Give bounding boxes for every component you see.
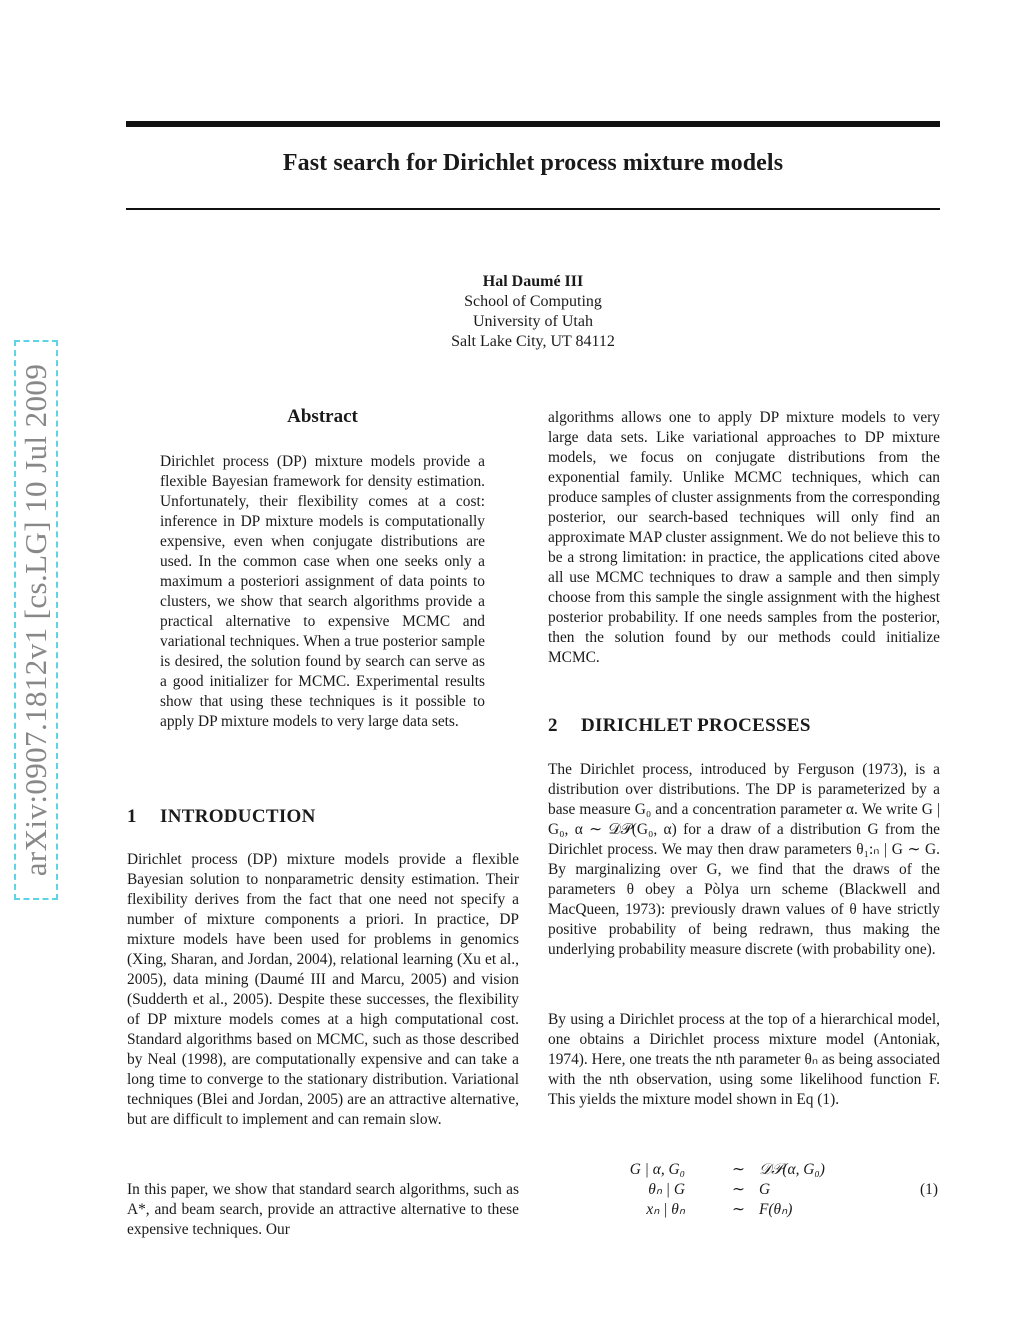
abstract-text: Dirichlet process (DP) mixture models provide a flexible Bayesian framework for density estimation. Unfortunately, their flexibility comes at a cost: inference in DP mixture models is computationally expensive, even when conjugate distributions are used. In the common case when one seeks only a maximum a posteriori assignment of data points to clusters, we show that search algorithms provide a practical alternative to expensive MCMC and variational techniques. When a true posterior sample is desired, the solution found by search can serve as a good initializer for MCMC. Experimental results show that using these techniques is it possible to apply DP mixture models to very large data sets. bbox=[160, 453, 485, 730]
section-number: 2 bbox=[548, 715, 558, 736]
section-heading-dirichlet-processes bbox=[548, 715, 811, 737]
affiliation-line: Salt Lake City, UT 84112 bbox=[451, 333, 615, 350]
equation-row: xₙ | θₙ ∼ F(θₙ) bbox=[646, 1201, 793, 1218]
section-heading-introduction bbox=[127, 806, 316, 828]
title-top-rule bbox=[126, 121, 940, 127]
equation-row: G | α, G₀ ∼ 𝒟𝒫(α, G₀) bbox=[629, 1161, 825, 1178]
equation-row: θₙ | G ∼ G bbox=[648, 1181, 771, 1198]
intro-paragraph: In this paper, we show that standard search algorithms, such as A*, and beam search, provide an attractive alternative to these expensive techniques. Our bbox=[127, 1181, 519, 1238]
equation-number: (1) bbox=[920, 1181, 938, 1198]
section-title: DIRICHLET PROCESSES bbox=[581, 715, 811, 736]
section-title: INTRODUCTION bbox=[160, 806, 316, 827]
arxiv-stamp[interactable]: arXiv:0907.1812v1 [cs.LG] 10 Jul 2009 bbox=[14, 340, 58, 900]
intro-paragraph: Dirichlet process (DP) mixture models provide a flexible Bayesian solution to nonparametric density estimation. Their flexibility derives from the fact that one need not specify a number of mixture components a priori. In practice, DP mixture models have been used for problems in genomics (Xing, Sharan, and Jordan, 2004), relational learning (Xu et al., 2005), data mining (Daumé III and Marcu, 2005) and vision (Sudderth et al., 2005). Despite these successes, the flexibility of DP mixture models comes at a high computational cost. Standard algorithms based on MCMC, such as those described by Neal (1998), are computationally expensive and can take a long time to converge to the stationary distribution. Variational techniques (Blei and Jordan, 2005) are an attractive alternative, but are difficult to implement and can remain slow. bbox=[127, 851, 519, 1128]
section-number: 1 bbox=[127, 806, 137, 827]
intro-continuation: algorithms allows one to apply DP mixture models to very large data sets. Like variational approaches to DP mixture models, we focus on conjugate distributions from the exponential family. Unlike MCMC techniques, which can produce samples of cluster assignments from the corresponding posterior, our search-based techniques will only find an approximate MAP cluster assignment. We do not believe this to be a strong limitation: in practice, the applications cited above all use MCMC techniques to draw a sample and then simply choose from this sample the single assignment with the highest posterior probability. If one needs samples from the posterior, then the solution found by our methods could initialize MCMC. bbox=[548, 409, 941, 666]
author-block bbox=[126, 272, 940, 352]
author-name: Hal Daumé III bbox=[482, 273, 584, 290]
dp-paragraph: By using a Dirichlet process at the top of a hierarchical model, one obtains a Dirichlet process mixture model (Antoniak, 1974). Here, one treats the nth parameter θₙ as being associated with the nth observation, using some likelihood function F. This yields the mixture model shown in Eq (1). bbox=[548, 1011, 940, 1108]
title-bottom-rule bbox=[126, 208, 940, 210]
affiliation-line: University of Utah bbox=[473, 313, 593, 330]
equation-1 bbox=[548, 1160, 940, 1220]
abstract-heading: Abstract bbox=[287, 406, 358, 427]
paper-title: Fast search for Dirichlet process mixture models bbox=[282, 150, 784, 176]
affiliation-line: School of Computing bbox=[464, 293, 602, 310]
dp-paragraph: The Dirichlet process, introduced by Ferguson (1973), is a distribution over distributions. The DP is parameterized by a base measure G₀ and a concentration parameter α. We write G | G₀, α ∼ 𝒟𝒫(G₀, α) for a draw of a distribution G from the Dirichlet process. We may then draw parameters θ₁:ₙ | G ∼ G. By marginalizing over G, we find that the draws of the parameters θ obey a Pòlya urn scheme (Blackwell and MacQueen, 1973): previously drawn values of θ have strictly positive probability of being redrawn, thus making the underlying probability measure discrete (with probability one). bbox=[548, 761, 940, 958]
